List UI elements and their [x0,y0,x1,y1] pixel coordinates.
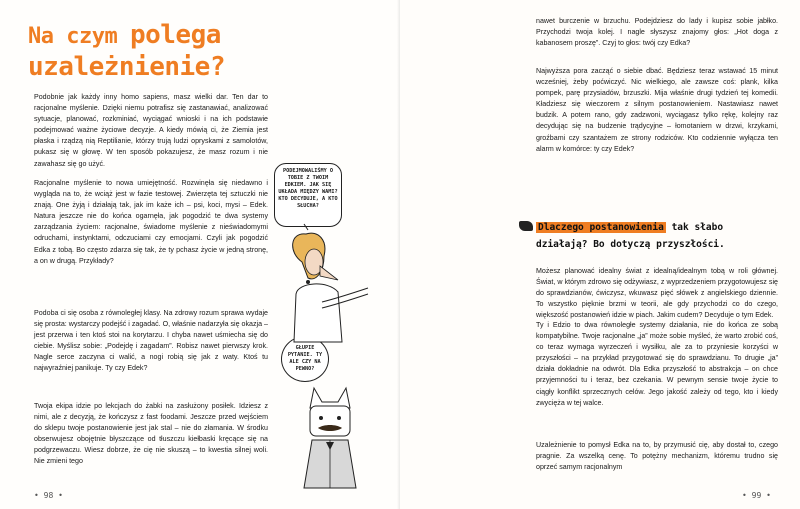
paragraph-4: Twoja ekipa idzie po lekcjach do żabki na zasłużony posiłek. Idziesz z nimi, ale z decyzją, że kończysz z fast foodami. Jeszcze przed wejściem do sklepu twoje postanowienie jest jak stal – nie do złamania. W środku obserwujesz obojętnie błyszczące od tłuszczu kiełbaski kręcące się na podgrzewaczu. Wiesz dobrze, że cię nie skuszą – to kwestia silnej woli. Nie zmieni tego [34,402,268,466]
paragraph-9: Uzależnienie to pomysł Edka na to, by przymusić cię, aby dostał to, czego pragnie. Za wszelką cenę. To potężny mechanizm, któremu trudno się oprzeć samym racjonalnym [536,441,778,472]
subhead-marker-icon [519,221,533,231]
paragraph-3: Podoba ci się osoba z równoległej klasy. Na zdrowy rozum sprawa wydaje się prosta: wystarczy podejść i zagadać. O, właśnie nadarzyła się okazja – jest przerwa i ten ktoś stoi na korytarzu. I chyba nawet uśmiecha się do ciebie. Myślisz sobie: „Podejdę i zagadam”. Robisz nawet pierwszy krok. Nagle serce zaczyna ci walić, a nogi robią się jak z waty. Ktoś tu najwyraźniej panikuje. Ty czy Edek? [34,309,268,373]
subhead-rest: tak słabo [671,222,724,233]
paragraph-7: Możesz planować idealny świat z idealną/idealnym tobą w roli głównej. Świat, w którym zdrowo się odżywiasz, z wyprzedzeniem przygotowujesz się do sprawdzianów, ćwiczysz, wkuwasz pięć słówek z angielskiego dziennie. To wszystko pięknie brzmi w teorii, ale gdy przychodzi co do czego, większość postanowień idzie w piach. Jakim cudem? Decyduje o tym Edek. [536,267,778,320]
title-line-2: uzależnienie? [28,52,225,82]
page-number-right: • 99 • [742,491,771,500]
paragraph-5: nawet burczenie w brzuchu. Podejdziesz do lady i kupisz sobie jabłko. Przychodzi twoja kolej. I nagle słyszysz znajomy głos: „Hot doga z kabanosem proszę”. Czyj to głos: twój czy Edka? [536,17,778,48]
right-page [400,0,800,509]
page-number-left: • 98 • [34,491,63,500]
title-word-big: polega [129,20,221,50]
speech-bubble-2: GŁUPIE PYTANIE. TY ALE CZY NA PEWNO? [281,336,329,382]
subhead-highlight: Dlaczego postanowienia [538,222,664,233]
illustration-cat-in-suit [290,378,370,493]
speech-bubble-1: PODEJMOWALIŚMY O TOBIE Z TWOIM EDKIEM. JAK SIĘ UKŁADA MIĘDZY WAMI? KTO DECYDUJE, A KTO SŁUCHA? [274,163,342,227]
paragraph-6: Najwyższa pora zacząć o siebie dbać. Będziesz teraz wstawać 15 minut wcześniej, żeby poćwiczyć. Nic wielkiego, ale zawsze coś: plank, kilka pompek, parę przysiadów, brzuszki. Mija właśnie drugi tydzień tej komedii. Kładziesz się wieczorem z silnym postanowieniem. Nastawiasz nawet budzik. A potem rano, gdy zadzwoni, wyciągasz tylko rękę, kolejny raz decydując się na budzenie trądycyjne – łomotaniem w drzwi, krzykami, groźbami czy szantażem ze strony rodziców. Kto codziennie wyłącza ten alarm w komórce: ty czy Edek? [536,67,778,153]
subheading [536,219,776,253]
chapter-title [28,20,228,82]
paragraph-2: Racjonalne myślenie to nowa umiejętność. Rozwinęła się niedawno i wygląda na to, że wciąż jest w fazie testowej. Zwierzęta tej sztuczki nie znają. One żyją i działają tak, jak im każe ich – psi, koci, mysi – Edek. Natura jeszcze nie do końca ogarnęła, jak pogodzić te dwa systemy zarządzania życiem: racjonalne, świadome myślenie z nieświadomymi odruchami, instynktami, odczuciami czy emocjami. Czyli jak pogodzić Edka z tobą. Bo często zdarza się tak, że ty pchasz życie w jedną stronę, a on w drugą. Przykłady? [34,179,268,265]
subhead-line-2: działają? Bo dotyczą przyszłości. [536,239,725,250]
paragraph-1: Podobnie jak każdy inny homo sapiens, masz wielki dar. Ten dar to racjonalne myślenie. Dzięki niemu potrafisz się zastanawiać, analizować sytuacje, planować, rozkminiać, wyciągać wnioski i na ich podstawie podejmować ważne życiowe decyzje. A kiedy mówią ci, że Ziemia jest płaska i rządzą nią Reptilianie, którzy trują ludzi opryskami z samolotów, pukasz się w głowę. W ten sposób pokazujesz, że masz rozum i nie zawahasz się go użyć. [34,93,268,168]
paragraph-8: Ty i Edzio to dwa równoległe systemy działania, nie do końca ze sobą kompatybilne. Twoje racjonalne „ja” może sobie myśleć, że warto zrobić coś, co teraz wymaga wyrzeczeń i wysiłku, ale za to przyniesie korzyści w przyszłości – na przykład przygotować się do sprawdzianu. To drugie „ja” działa dokładnie na odwrót. Dla Edka przyszłość to abstrakcja – on chce przyjemności tu i teraz, bez czekania. W pewnym sensie twoje życie to ciągły konflikt sprzecznych celów. Jego jakość zależy od tego, kto i kiedy zwycięża w tej walce. [536,321,778,407]
title-word-small: Na czym [28,24,118,49]
illustration-woman-with-mouse [268,222,388,352]
